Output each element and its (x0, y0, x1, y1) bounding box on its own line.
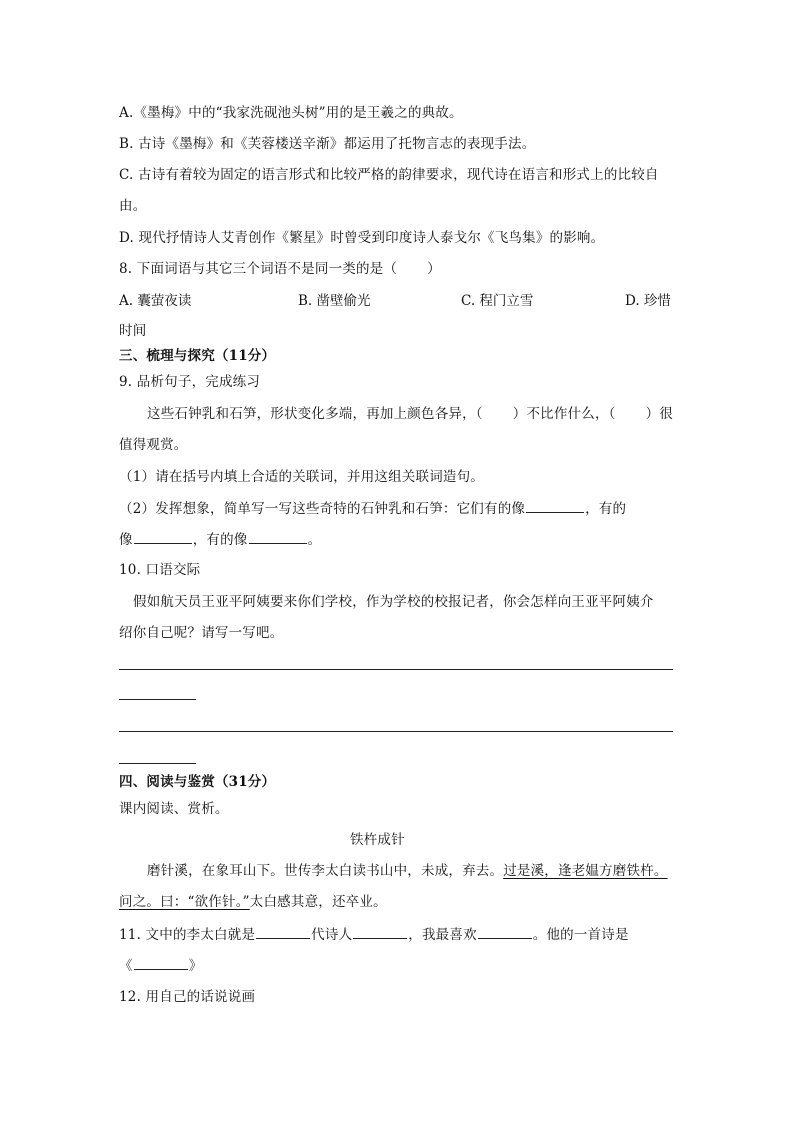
q9-part1: （1）请在括号内填上合适的关联词，并用这组关联词造句。 (119, 469, 484, 485)
q11-blank-favorite[interactable] (478, 924, 532, 939)
section4-heading: 四、阅读与鉴赏（31分） (119, 774, 276, 790)
q11-blank-poem[interactable] (134, 955, 188, 970)
q7-option-d: D. 现代抒情诗人艾青创作《繁星》时曾受到印度诗人泰戈尔《飞鸟集》的影响。 (119, 230, 605, 246)
q8-option-b: B. 凿壁偷光 (298, 293, 371, 309)
passage-line2-text: 太白感其意，还卒业。 (249, 894, 387, 910)
q11-bracket-open: 《 (119, 958, 133, 974)
q11-blank-title[interactable] (353, 924, 407, 939)
q10-answer-line-4[interactable] (119, 763, 196, 764)
q10-title: 10. 口语交际 (119, 562, 201, 578)
q8-question-close: ） (427, 261, 441, 277)
q9-blank-3[interactable] (249, 529, 307, 544)
q8-question-text: 8. 下面词语与其它三个词语不是同一类的是（ (119, 261, 398, 277)
q10-answer-line-3[interactable] (119, 731, 673, 732)
q9-sentence-part-a: 这些石钟乳和石笋，形状变化多端，再加上颜色各异，（ (147, 406, 483, 422)
q9-part2-text-a: （2）发挥想象，简单写一写这些奇特的石钟乳和石笋：它们有的像 (119, 501, 526, 517)
q8-option-c: C. 程门立雪 (461, 293, 534, 309)
q9-title: 9. 品析句子，完成练习 (119, 374, 261, 390)
q9-blank-1[interactable] (526, 498, 584, 513)
q7-option-b: B. 古诗《墨梅》和《芙蓉楼送辛渐》都运用了托物言志的表现手法。 (119, 136, 536, 152)
q10-answer-line-1[interactable] (119, 669, 673, 670)
q9-part2-text-d: ，有的像 (192, 532, 248, 548)
q9-blank-2[interactable] (134, 529, 192, 544)
q11-text-a: 11. 文中的李太白就是 (119, 927, 256, 943)
q11-bracket-close: 》 (188, 958, 203, 974)
passage-line1-underlined: 过是溪，逢老媪方磨铁杵。 (503, 863, 668, 879)
passage-title: 铁杵成针 (350, 832, 405, 848)
q9-part2-text-c: 像 (119, 532, 133, 548)
q10-answer-line-2[interactable] (119, 699, 196, 700)
section4-intro: 课内阅读、赏析。 (119, 801, 229, 817)
q9-sentence-part-b: ）不比作什么，（ (512, 406, 616, 422)
q12-title: 12. 用自己的话说说画 (119, 989, 256, 1005)
q11-text-b: 代诗人 (311, 927, 353, 943)
q11-text-d: 。他的一首诗是 (532, 927, 629, 943)
q7-option-c-line1: C. 古诗有着较为固定的语言形式和比较严格的韵律要求，现代诗在语言和形式上的比较自 (119, 167, 659, 183)
q7-option-a: A.《墨梅》中的“我家洗砚池头树”用的是王羲之的典故。 (119, 105, 463, 121)
q11-text-c: ，我最喜欢 (408, 927, 477, 943)
q8-option-d: D. 珍惜 (625, 293, 671, 309)
passage-line2 (119, 892, 387, 912)
q9-sentence-line2: 值得观赏。 (119, 437, 188, 453)
section3-heading: 三、梳理与探究（11分） (119, 348, 276, 364)
q9-part2-line2 (119, 529, 321, 550)
q8-option-a: A. 囊萤夜读 (119, 293, 192, 309)
q11-line1 (119, 924, 629, 945)
q8-option-d-wrap: 时间 (119, 323, 147, 339)
q11-line2 (119, 955, 202, 976)
q8-question (119, 259, 441, 279)
q10-prompt-line2: 绍你自己呢？请写一写吧。 (119, 625, 284, 641)
q10-prompt-line1: 假如航天员王亚平阿姨要来你们学校，作为学校的校报记者，你会怎样向王亚平阿姨介 (133, 594, 654, 610)
q9-sentence-line1 (147, 404, 673, 424)
q7-option-c-line2: 由。 (119, 198, 147, 214)
q9-sentence-part-c: ）很 (645, 406, 674, 422)
q9-part2-line1 (119, 498, 626, 519)
passage-line2-underlined: 问之。曰：“欲作针。” (119, 894, 250, 910)
q11-blank-dynasty[interactable] (256, 924, 310, 939)
q9-part2-text-b: ，有的 (585, 501, 627, 517)
passage-line1 (147, 861, 668, 881)
q9-part2-text-e: 。 (307, 532, 322, 548)
passage-line1-text: 磨针溪，在象耳山下。世传李太白读书山中，未成，弃去。 (147, 863, 504, 879)
